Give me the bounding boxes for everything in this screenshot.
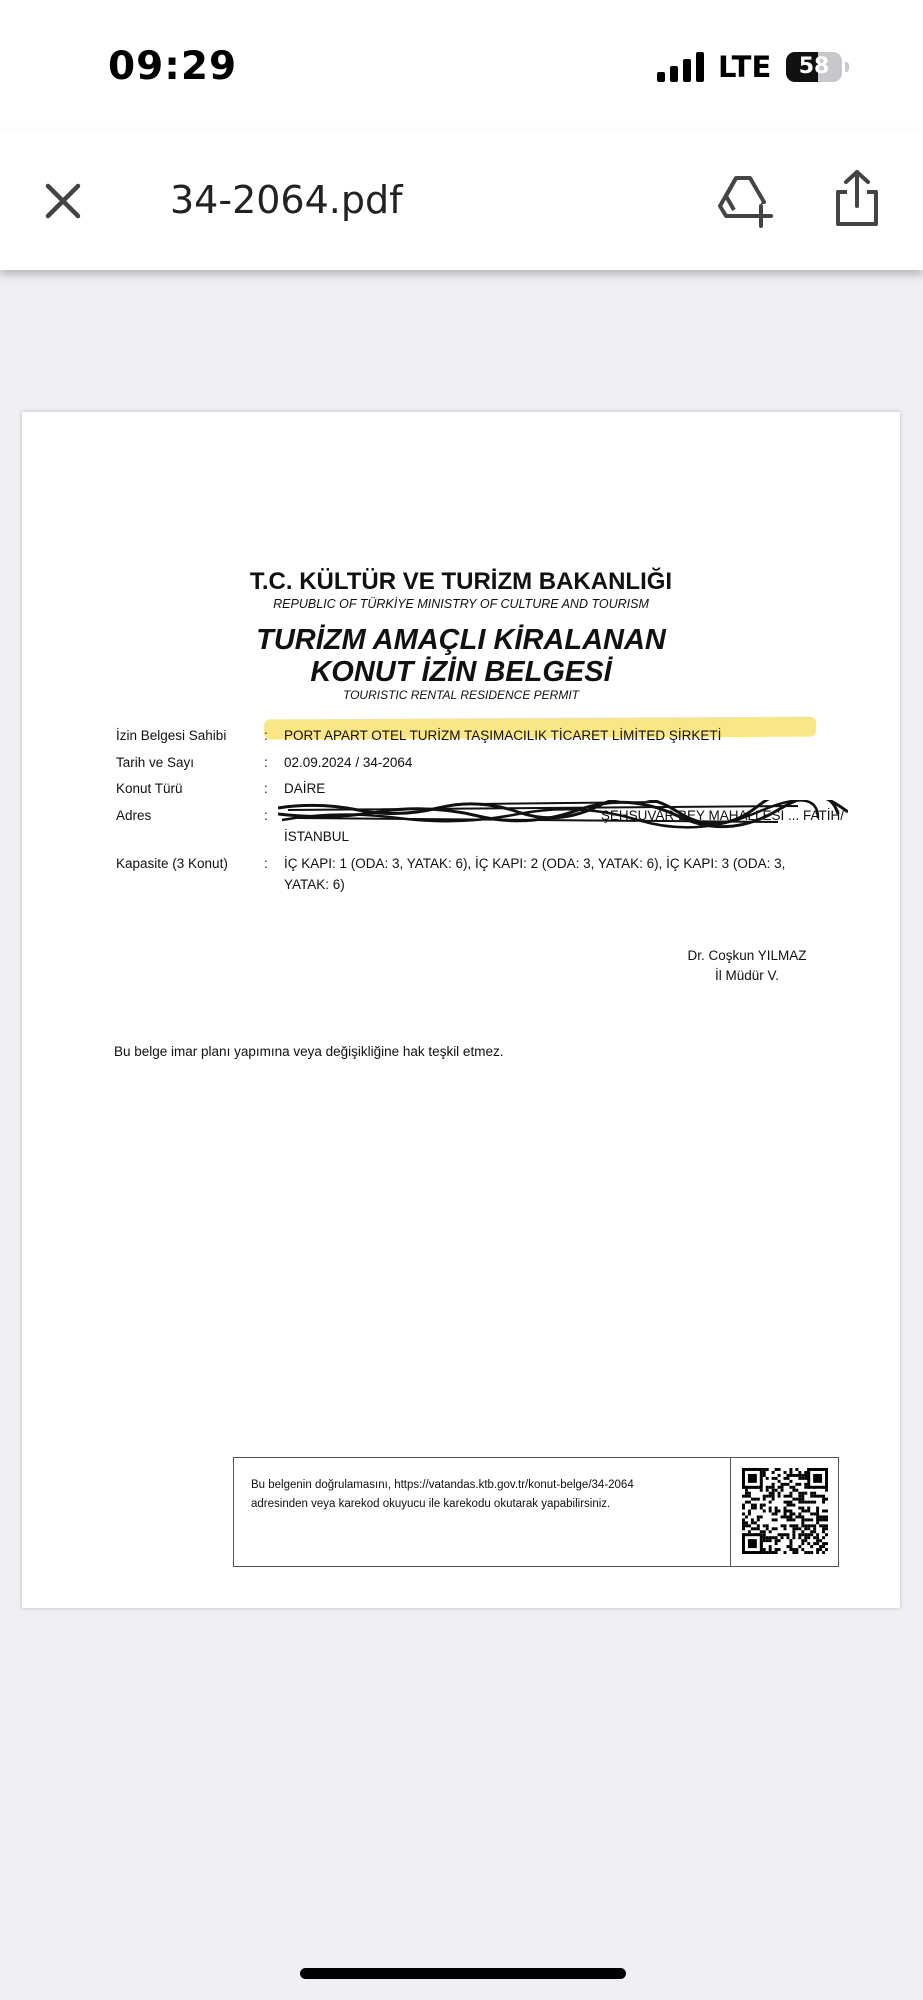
field-value-permit-holder: PORT APART OTEL TURİZM TAŞIMACILIK TİCARET LİMİTED ŞİRKETİ <box>284 728 722 743</box>
verification-divider <box>730 1458 731 1566</box>
verification-line2: adresinden veya karekod okuyucu ile karekodu okutarak yapabilirsiniz. <box>251 1498 611 1510</box>
battery-cap <box>845 62 849 72</box>
field-colon: : <box>264 808 268 823</box>
share-icon[interactable] <box>832 168 882 228</box>
capacity-line2: YATAK: 6) <box>284 877 345 892</box>
add-to-drive-icon[interactable] <box>716 170 774 228</box>
status-bar <box>0 0 923 130</box>
field-colon: : <box>264 781 268 796</box>
qr-code <box>742 1468 828 1554</box>
redaction-scribble <box>278 800 848 830</box>
battery-level: 58 <box>798 54 830 79</box>
document-title-line2: KONUT İZİN BELGESİ <box>310 656 612 688</box>
address-line2: İSTANBUL <box>284 829 350 844</box>
capacity-line1: İÇ KAPI: 1 (ODA: 3, YATAK: 6), İÇ KAPI: 2 (ODA: 3, YATAK: 6), İÇ KAPI: 3 (ODA: 3, <box>284 856 786 871</box>
ministry-name: T.C. KÜLTÜR VE TURİZM BAKANLIĞI <box>249 568 673 595</box>
document-title-english: TOURISTIC RENTAL RESIDENCE PERMIT <box>342 688 580 702</box>
cellular-signal-icon <box>657 52 705 82</box>
home-indicator[interactable] <box>300 1968 626 1979</box>
document-title-line1: TURİZM AMAÇLI KİRALANAN <box>256 624 666 656</box>
viewer-toolbar <box>0 130 923 270</box>
signatory-title: İl Müdür V. <box>714 968 780 983</box>
verification-text <box>251 1476 681 1514</box>
address-line1: ŞEHSUVAR BEY MAHALLESİ ... FATİH/ <box>600 808 844 823</box>
field-label-permit-holder: İzin Belgesi Sahibi <box>116 728 227 743</box>
field-value-date-number: 02.09.2024 / 34-2064 <box>284 755 413 770</box>
field-label-residence-type: Konut Türü <box>116 781 183 796</box>
legal-notice: Bu belge imar planı yapımına veya değişikliğine hak teşkil etmez. <box>114 1044 504 1059</box>
field-label-capacity: Kapasite (3 Konut) <box>116 856 228 871</box>
field-value-capacity <box>284 853 844 895</box>
ministry-name-english: REPUBLIC OF TÜRKİYE MINISTRY OF CULTURE AND TOURISM <box>273 597 649 611</box>
field-label-date-number: Tarih ve Sayı <box>116 755 195 770</box>
signatory-name: Dr. Coşkun YILMAZ <box>687 948 807 963</box>
pdf-page[interactable] <box>22 412 900 1608</box>
status-time: 09:29 <box>108 44 238 89</box>
verification-box <box>233 1457 839 1567</box>
field-colon: : <box>264 728 268 743</box>
field-colon: : <box>264 755 268 770</box>
verification-line1: Bu belgenin doğrulamasını, https://vatandas.ktb.gov.tr/konut-belge/34-2064 <box>251 1479 634 1491</box>
field-value-residence-type: DAİRE <box>284 781 326 796</box>
file-title: 34-2064.pdf <box>170 178 403 222</box>
close-icon[interactable] <box>40 178 86 224</box>
field-label-address: Adres <box>116 808 152 823</box>
network-type: LTE <box>718 50 772 84</box>
field-colon: : <box>264 856 268 871</box>
battery-icon <box>786 52 842 82</box>
